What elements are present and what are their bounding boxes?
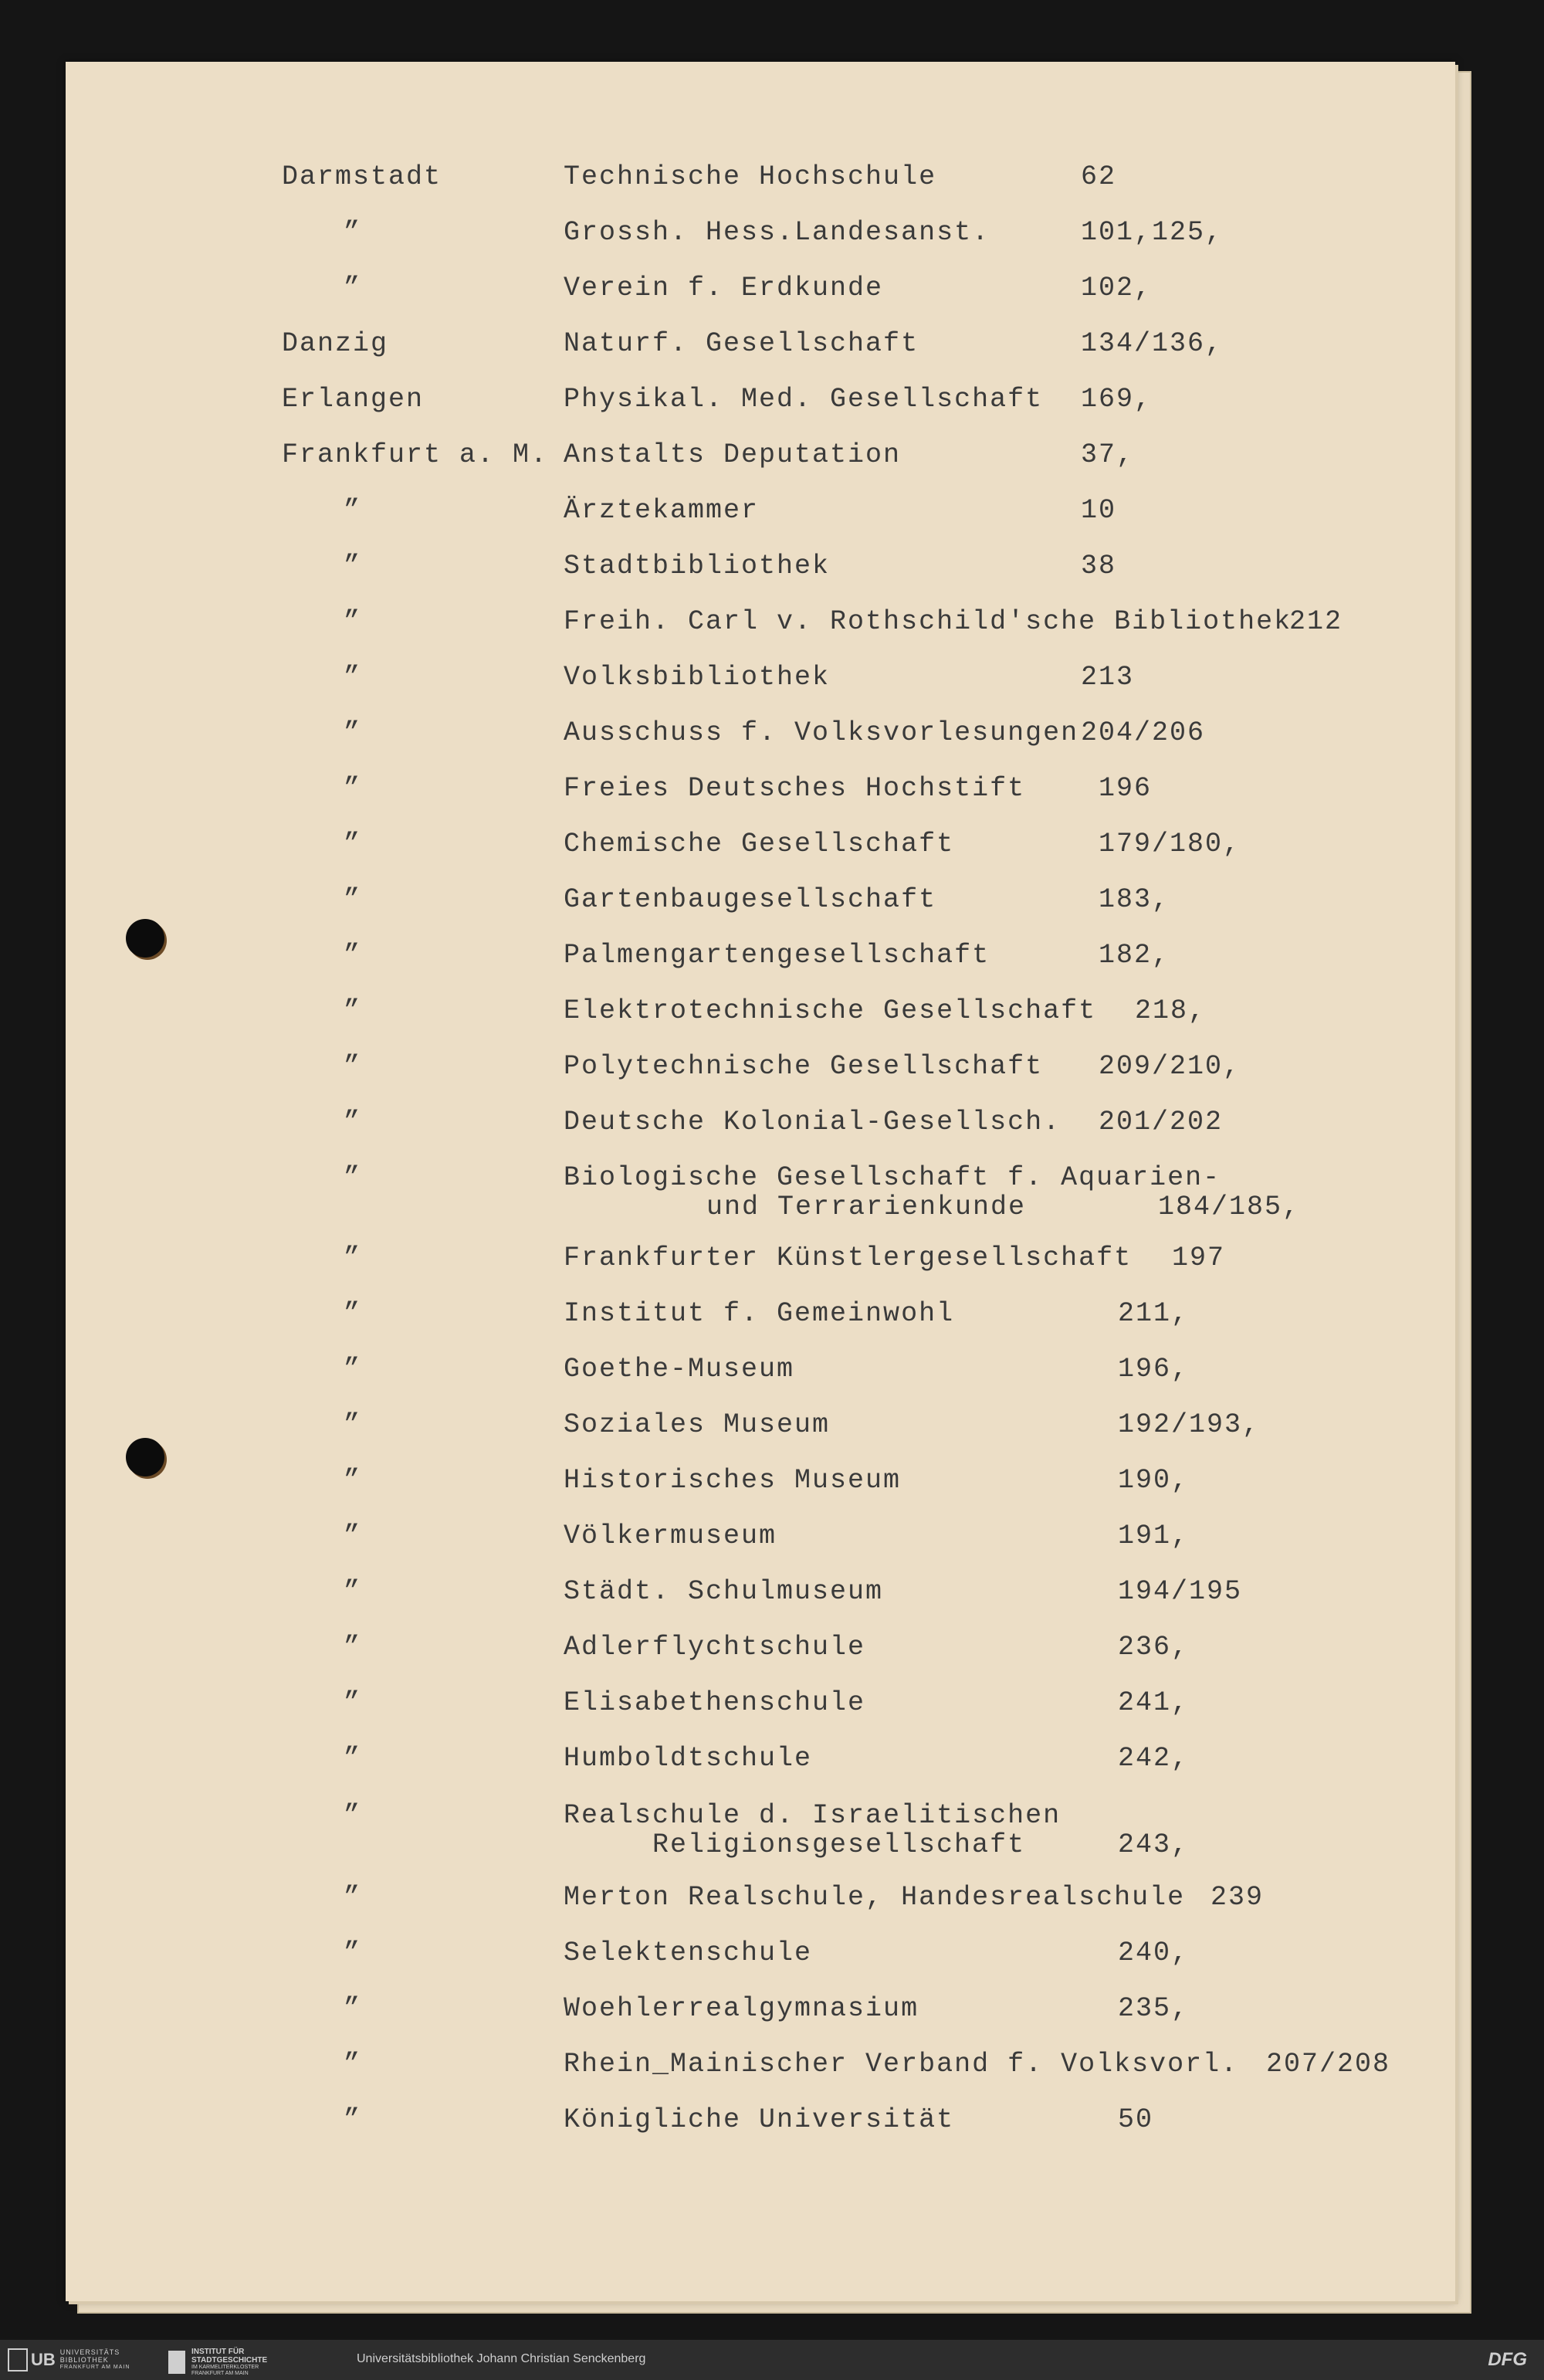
reference-number: 242,	[1118, 1743, 1190, 1774]
institution-name: Merton Realschule, Handesrealschule	[564, 1882, 1186, 1913]
institution-name: Technische Hochschule	[564, 161, 937, 192]
institution-name: Städt. Schulmuseum	[564, 1576, 884, 1607]
ditto-mark: ”	[344, 2049, 362, 2080]
reference-number: 194/195	[1118, 1576, 1243, 1607]
institution-name: Ärztekammer	[564, 495, 760, 526]
city-name: Darmstadt	[282, 161, 442, 192]
ditto-mark: ”	[344, 662, 362, 693]
ub-line-2: BIBLIOTHEK	[59, 2356, 109, 2364]
isg-logo-mark-icon	[168, 2351, 185, 2374]
ditto-mark: ”	[344, 606, 362, 637]
ditto-mark: ”	[344, 1800, 362, 1831]
institution-name: Polytechnische Gesellschaft	[564, 1051, 1044, 1082]
institution-name: Volksbibliothek	[564, 662, 831, 693]
ditto-mark: ”	[344, 495, 362, 526]
institution-name: Elektrotechnische Gesellschaft	[564, 995, 1097, 1026]
institution-name: Adlerflychtschule	[564, 1632, 866, 1663]
ditto-mark: ”	[344, 717, 362, 748]
institution-name: Völkermuseum	[564, 1521, 777, 1551]
ditto-mark: ”	[344, 1632, 362, 1663]
ditto-mark: ”	[344, 1687, 362, 1718]
dfg-logo: DFG	[1488, 2349, 1527, 2370]
ditto-mark: ”	[344, 829, 362, 859]
ditto-mark: ”	[344, 1465, 362, 1496]
institution-name: Selektenschule	[564, 1938, 813, 1968]
institution-name: Deutsche Kolonial-Gesellsch.	[564, 1107, 1062, 1137]
ditto-mark: ”	[344, 1993, 362, 2024]
institution-name: Humboldtschule	[564, 1743, 813, 1774]
city-name: Danzig	[282, 328, 389, 359]
reference-number: 192/193,	[1118, 1409, 1261, 1440]
ditto-mark: ”	[344, 1162, 362, 1193]
reference-number: 191,	[1118, 1521, 1190, 1551]
footer-bar	[0, 2340, 1544, 2380]
institution-name: Rhein_Mainischer Verband f. Volksvorl.	[564, 2049, 1239, 2080]
institution-name-continued: Religionsgesellschaft	[652, 1829, 1026, 1860]
institution-name: Frankfurter Künstlergesellschaft	[564, 1243, 1133, 1273]
reference-number: 182,	[1099, 940, 1170, 971]
reference-number: 134/136,	[1081, 328, 1224, 359]
institution-name: Realschule d. Israelitischen	[564, 1800, 1062, 1831]
ditto-mark: ”	[344, 551, 362, 581]
ditto-mark: ”	[344, 1243, 362, 1273]
ditto-mark: ”	[344, 1938, 362, 1968]
ditto-mark: ”	[344, 217, 362, 248]
ditto-mark: ”	[344, 1743, 362, 1774]
reference-number: 235,	[1118, 1993, 1190, 2024]
institution-name: Soziales Museum	[564, 1409, 831, 1440]
institution-name: Ausschuss f. Volksvorlesungen	[564, 717, 1079, 748]
ditto-mark: ”	[344, 273, 362, 303]
reference-number: 184/185,	[1158, 1192, 1301, 1222]
ditto-mark: ”	[344, 884, 362, 915]
institution-name: Anstalts Deputation	[564, 439, 902, 470]
reference-number: 204/206	[1081, 717, 1206, 748]
institution-name: Palmengartengesellschaft	[564, 940, 990, 971]
ub-line-3: FRANKFURT AM MAIN	[59, 2365, 130, 2370]
reference-number: 102,	[1081, 273, 1153, 303]
reference-number: 38	[1081, 551, 1117, 581]
isg-logo	[168, 2348, 267, 2377]
ditto-mark: ”	[344, 995, 362, 1026]
reference-number: 207/208	[1266, 2049, 1391, 2080]
ub-logo	[8, 2348, 130, 2372]
ditto-mark: ”	[344, 1576, 362, 1607]
ub-logo-text: UB	[31, 2350, 56, 2369]
punch-hole-lower	[126, 1438, 164, 1476]
isg-line-3: IM KARMELITERKLOSTER	[191, 2365, 259, 2370]
ditto-mark: ”	[344, 1354, 362, 1385]
isg-line-4: FRANKFURT AM MAIN	[191, 2371, 249, 2376]
ub-line-1: UNIVERSITÄTS	[59, 2348, 120, 2356]
ditto-mark: ”	[344, 1521, 362, 1551]
document-page	[66, 62, 1455, 2301]
institution-name: Woehlerrealgymnasium	[564, 1993, 919, 2024]
reference-number: 183,	[1099, 884, 1170, 915]
reference-number: 213	[1081, 662, 1135, 693]
institution-name: Goethe-Museum	[564, 1354, 795, 1385]
institution-name: Chemische Gesellschaft	[564, 829, 955, 859]
ub-logo-mark-icon	[8, 2348, 28, 2372]
reference-number: 236,	[1118, 1632, 1190, 1663]
isg-line-2: STADTGESCHICHTE	[191, 2356, 268, 2365]
city-name: Frankfurt a. M.	[282, 439, 549, 470]
institution-name: Gartenbaugesellschaft	[564, 884, 937, 915]
isg-line-1: INSTITUT FÜR	[191, 2348, 245, 2356]
reference-number: 62	[1081, 161, 1117, 192]
reference-number: 190,	[1118, 1465, 1190, 1496]
reference-number: 101,125,	[1081, 217, 1224, 248]
institution-name: Elisabethenschule	[564, 1687, 866, 1718]
institution-name-continued: und Terrarienkunde	[706, 1192, 1027, 1222]
library-credit: Universitätsbibliothek Johann Christian Senckenberg	[357, 2352, 646, 2365]
reference-number: 218,	[1135, 995, 1207, 1026]
ditto-mark: ”	[344, 2104, 362, 2135]
institution-name: Physikal. Med. Gesellschaft	[564, 384, 1044, 415]
reference-number: 211,	[1118, 1298, 1190, 1329]
institution-name: Grossh. Hess.Landesanst.	[564, 217, 990, 248]
institution-name: Königliche Universität	[564, 2104, 955, 2135]
reference-number: 37,	[1081, 439, 1135, 470]
reference-number: 50	[1118, 2104, 1154, 2135]
reference-number: 196	[1099, 773, 1153, 804]
institution-name: Naturf. Gesellschaft	[564, 328, 919, 359]
reference-number: 196,	[1118, 1354, 1190, 1385]
ditto-mark: ”	[344, 773, 362, 804]
institution-name: Freih. Carl v. Rothschild'sche Bibliothek	[564, 606, 1292, 637]
ditto-mark: ”	[344, 1051, 362, 1082]
reference-number: 179/180,	[1099, 829, 1241, 859]
reference-number: 212	[1289, 606, 1343, 637]
reference-number: 243,	[1118, 1829, 1190, 1860]
reference-number: 209/210,	[1099, 1051, 1241, 1082]
reference-number: 241,	[1118, 1687, 1190, 1718]
reference-number: 169,	[1081, 384, 1153, 415]
institution-name: Historisches Museum	[564, 1465, 902, 1496]
reference-number: 239	[1210, 1882, 1265, 1913]
ditto-mark: ”	[344, 1107, 362, 1137]
reference-number: 201/202	[1099, 1107, 1224, 1137]
ditto-mark: ”	[344, 1409, 362, 1440]
punch-hole-upper	[126, 919, 164, 958]
ditto-mark: ”	[344, 1298, 362, 1329]
reference-number: 10	[1081, 495, 1117, 526]
ditto-mark: ”	[344, 940, 362, 971]
institution-name: Stadtbibliothek	[564, 551, 831, 581]
institution-name: Verein f. Erdkunde	[564, 273, 884, 303]
ditto-mark: ”	[344, 1882, 362, 1913]
reference-number: 240,	[1118, 1938, 1190, 1968]
institution-name: Freies Deutsches Hochstift	[564, 773, 1026, 804]
institution-name: Biologische Gesellschaft f. Aquarien-	[564, 1162, 1221, 1193]
institution-name: Institut f. Gemeinwohl	[564, 1298, 955, 1329]
reference-number: 197	[1172, 1243, 1226, 1273]
city-name: Erlangen	[282, 384, 425, 415]
